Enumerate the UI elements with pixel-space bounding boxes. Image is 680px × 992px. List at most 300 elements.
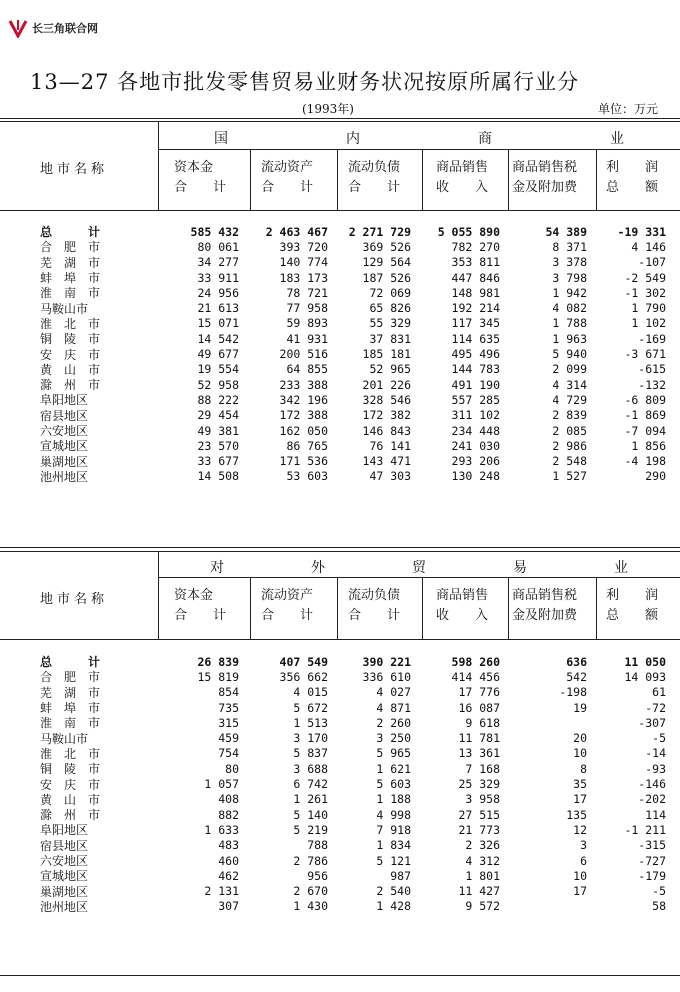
table-title: 13—27 各地市批发零售贸易业财务状况按原所属行业分 (30, 70, 580, 94)
table-row (0, 761, 680, 776)
cell-value: 290 (645, 469, 666, 484)
cell-value: 4 312 (465, 853, 500, 868)
cell-value: 307 (218, 899, 239, 914)
col-header-sales-revenue (436, 586, 488, 626)
table-unit: 单位：万元 (598, 102, 659, 116)
cell-value: 2 085 (552, 423, 587, 438)
cell-value: 4 871 (376, 700, 411, 715)
region-name: 巢湖地区 (40, 884, 89, 899)
cell-value: 735 (218, 700, 239, 715)
col-header-line: 利 润 (606, 160, 659, 175)
cell-value: -2 549 (624, 270, 666, 285)
cell-value: 172 382 (362, 408, 411, 423)
cell-value: 393 720 (279, 239, 328, 254)
region-name: 池州地区 (40, 899, 89, 914)
cell-value: 59 893 (286, 316, 328, 331)
col-divider (337, 149, 338, 210)
cell-value: 20 (573, 731, 587, 746)
cell-value: 2 326 (465, 838, 500, 853)
col-header-current-assets (261, 586, 313, 626)
cell-value: 2 271 729 (348, 224, 411, 239)
region-name: 宿县地区 (40, 838, 89, 853)
region-name: 安 庆 市 (40, 347, 101, 362)
cell-value: 135 (566, 807, 587, 822)
cell-value: 14 093 (624, 669, 666, 684)
cell-value: 495 496 (451, 347, 500, 362)
cell-value: 11 427 (458, 884, 500, 899)
cell-value: -179 (638, 868, 666, 883)
cell-value: 315 (218, 715, 239, 730)
cell-value: 1 633 (204, 822, 239, 837)
cell-value: 782 270 (451, 239, 500, 254)
region-name: 宣城地区 (40, 869, 89, 884)
region-name: 芜 湖 市 (40, 255, 101, 270)
cell-value: 146 843 (362, 423, 411, 438)
cell-value: -198 (559, 685, 587, 700)
cell-value: 52 965 (369, 362, 411, 377)
cell-value: 3 170 (293, 731, 328, 746)
cell-value: -107 (638, 255, 666, 270)
cell-value: 5 121 (376, 853, 411, 868)
region-name: 铜 陵 市 (40, 762, 101, 777)
cell-value: 61 (652, 685, 666, 700)
region-name: 铜 陵 市 (40, 332, 101, 347)
col-header-line: 合 计 (348, 608, 401, 623)
cell-value: 407 549 (279, 654, 328, 669)
region-name: 宣城地区 (40, 439, 89, 454)
section2-row-header: 地市名称 (40, 592, 109, 607)
col-header-line: 流动资产 (261, 588, 314, 603)
cell-value: 1 942 (552, 285, 587, 300)
cell-value: 185 181 (362, 347, 411, 362)
logo-text: 长三角联合网 (32, 22, 98, 35)
col-header-line: 合 计 (174, 180, 227, 195)
cell-value: 854 (218, 685, 239, 700)
cell-value: 7 168 (465, 761, 500, 776)
cell-value: -727 (638, 853, 666, 868)
col-divider (422, 577, 423, 639)
cell-value: 1 621 (376, 761, 411, 776)
region-name: 滁 州 市 (40, 808, 101, 823)
section2-char: 易 (513, 560, 527, 576)
cell-value: 117 345 (451, 316, 500, 331)
cell-value: 2 260 (376, 715, 411, 730)
cell-value: 114 (645, 807, 666, 822)
region-name: 淮 北 市 (40, 316, 101, 331)
col-header-profit (606, 586, 658, 626)
cell-value: 2 131 (204, 884, 239, 899)
cell-value: 241 030 (451, 438, 500, 453)
section2-char: 外 (311, 560, 325, 576)
col-header-sales-revenue (436, 158, 488, 198)
region-name: 巢湖地区 (40, 454, 89, 469)
table-row (0, 838, 680, 853)
region-name: 六安地区 (40, 854, 89, 869)
cell-value: 64 855 (286, 362, 328, 377)
cell-value: 15 071 (197, 316, 239, 331)
col-header-line: 资本金 (174, 588, 214, 603)
col-divider (596, 149, 597, 210)
cell-value: 10 (573, 868, 587, 883)
region-name: 六安地区 (40, 424, 89, 439)
section1-top-rule (0, 118, 680, 119)
col-divider (508, 149, 509, 210)
cell-value: 172 388 (279, 408, 328, 423)
logo-icon (8, 18, 28, 38)
cell-value: 200 516 (279, 347, 328, 362)
cell-value: 3 (580, 838, 587, 853)
cell-value: 4 082 (552, 301, 587, 316)
cell-value: 328 546 (362, 392, 411, 407)
col-header-line: 总 额 (606, 608, 659, 623)
cell-value: 13 361 (458, 746, 500, 761)
cell-value: 311 102 (451, 408, 500, 423)
cell-value: 23 570 (197, 438, 239, 453)
section2-header-rule (0, 639, 680, 640)
cell-value: 80 061 (197, 239, 239, 254)
cell-value: 1 963 (552, 331, 587, 346)
cell-value: 462 (218, 868, 239, 883)
cell-value: 11 781 (458, 731, 500, 746)
table-row (0, 408, 680, 423)
cell-value: -5 (652, 731, 666, 746)
cell-value: 557 285 (451, 392, 500, 407)
cell-value: 1 430 (293, 899, 328, 914)
cell-value: 2 548 (552, 454, 587, 469)
cell-value: 52 958 (197, 377, 239, 392)
cell-value: 1 834 (376, 838, 411, 853)
cell-value: -307 (638, 715, 666, 730)
col-header-line: 流动资产 (261, 160, 314, 175)
cell-value: 144 783 (451, 362, 500, 377)
region-name: 池州地区 (40, 469, 89, 484)
cell-value: 542 (566, 669, 587, 684)
table-row (0, 899, 680, 914)
col-header-line: 利 润 (606, 588, 659, 603)
cell-value: 234 448 (451, 423, 500, 438)
col-header-line: 总 额 (606, 180, 659, 195)
cell-value: 4 027 (376, 685, 411, 700)
cell-value: 788 (307, 838, 328, 853)
cell-value: 49 381 (197, 423, 239, 438)
section1-char: 国 (214, 131, 228, 147)
cell-value: 78 721 (286, 285, 328, 300)
cell-value: 14 542 (197, 331, 239, 346)
cell-value: 2 540 (376, 884, 411, 899)
cell-value: 11 050 (624, 654, 666, 669)
region-name: 淮 南 市 (40, 716, 101, 731)
section2-char: 对 (210, 560, 224, 576)
site-logo[interactable] (8, 18, 98, 38)
section1-char: 业 (610, 131, 624, 147)
cell-value: -1 211 (624, 822, 666, 837)
cell-value: 72 069 (369, 285, 411, 300)
region-name: 马鞍山市 (40, 301, 89, 316)
section2-group-rule (158, 577, 680, 578)
col-divider (422, 149, 423, 210)
cell-value: 956 (307, 868, 328, 883)
cell-value: 55 329 (369, 316, 411, 331)
section1-row-header: 地市名称 (40, 162, 109, 177)
cell-value: -3 671 (624, 347, 666, 362)
table-row (0, 392, 680, 407)
cell-value: 6 742 (293, 777, 328, 792)
col-header-line: 商品销售 (436, 588, 489, 603)
cell-value: 369 526 (362, 239, 411, 254)
cell-value: 47 303 (369, 469, 411, 484)
cell-value: 1 801 (465, 868, 500, 883)
table-row (0, 469, 680, 484)
cell-value: 26 839 (197, 654, 239, 669)
cell-value: 21 773 (458, 822, 500, 837)
region-name: 合 肥 市 (40, 240, 101, 255)
table-row (0, 853, 680, 868)
cell-value: 491 190 (451, 377, 500, 392)
cell-value: 342 196 (279, 392, 328, 407)
section2-char: 贸 (412, 560, 426, 576)
table-year: (1993年) (302, 102, 354, 116)
cell-value: 76 141 (369, 438, 411, 453)
cell-value: 5 055 890 (437, 224, 500, 239)
cell-value: 2 670 (293, 884, 328, 899)
cell-value: -202 (638, 792, 666, 807)
cell-value: 1 788 (552, 316, 587, 331)
table-row (0, 362, 680, 377)
cell-value: -14 (645, 746, 666, 761)
cell-value: 201 226 (362, 377, 411, 392)
cell-value: 183 173 (279, 270, 328, 285)
cell-value: 2 099 (552, 362, 587, 377)
cell-value: 447 846 (451, 270, 500, 285)
region-name: 黄 山 市 (40, 362, 101, 377)
table-row (0, 438, 680, 453)
col-header-line: 资本金 (174, 160, 214, 175)
cell-value: 1 057 (204, 777, 239, 792)
cell-value: -169 (638, 331, 666, 346)
cell-value: 9 618 (465, 715, 500, 730)
cell-value: 49 677 (197, 347, 239, 362)
cell-value: 2 463 467 (265, 224, 328, 239)
table-row (0, 807, 680, 822)
col-divider (508, 577, 509, 639)
cell-value: 17 (573, 792, 587, 807)
cell-value: -615 (638, 362, 666, 377)
col-divider (250, 149, 251, 210)
cell-value: 4 314 (552, 377, 587, 392)
region-name: 总 计 (40, 225, 101, 240)
cell-value: 414 456 (451, 669, 500, 684)
cell-value: 77 958 (286, 301, 328, 316)
cell-value: 114 635 (451, 331, 500, 346)
cell-value: 88 222 (197, 392, 239, 407)
cell-value: 4 729 (552, 392, 587, 407)
cell-value: -5 (652, 884, 666, 899)
cell-value: 2 839 (552, 408, 587, 423)
cell-value: 987 (390, 868, 411, 883)
table-row-total (0, 224, 680, 239)
cell-value: 5 219 (293, 822, 328, 837)
col-header-profit (606, 158, 658, 198)
cell-value: 21 613 (197, 301, 239, 316)
cell-value: 9 572 (465, 899, 500, 914)
table-row (0, 377, 680, 392)
table-row (0, 685, 680, 700)
col-header-line: 收 入 (436, 608, 489, 623)
cell-value: 5 603 (376, 777, 411, 792)
table-row (0, 300, 680, 315)
region-name: 宿县地区 (40, 408, 89, 423)
cell-value: 33 911 (197, 270, 239, 285)
cell-value: 29 454 (197, 408, 239, 423)
col-header-sales-tax (512, 586, 577, 626)
table-row (0, 822, 680, 837)
col-divider (337, 577, 338, 639)
cell-value: 8 (580, 761, 587, 776)
section2-table-body (0, 654, 680, 914)
cell-value: 8 371 (552, 239, 587, 254)
cell-value: 130 248 (451, 469, 500, 484)
cell-value: 16 087 (458, 700, 500, 715)
col-header-current-liabilities (348, 586, 400, 626)
section1-group-rule (158, 149, 680, 150)
cell-value: 1 790 (631, 301, 666, 316)
cell-value: 24 956 (197, 285, 239, 300)
table-row (0, 423, 680, 438)
table-row (0, 331, 680, 346)
cell-value: 41 931 (286, 331, 328, 346)
cell-value: 5 140 (293, 807, 328, 822)
cell-value: 336 610 (362, 669, 411, 684)
cell-value: 192 214 (451, 301, 500, 316)
section1-table-body (0, 224, 680, 484)
cell-value: 2 786 (293, 853, 328, 868)
cell-value: 143 471 (362, 454, 411, 469)
table-row (0, 239, 680, 254)
cell-value: 3 958 (465, 792, 500, 807)
col-header-line: 流动负债 (348, 588, 401, 603)
table-row (0, 270, 680, 285)
bottom-rule (0, 975, 680, 976)
table-row (0, 453, 680, 468)
cell-value: 233 388 (279, 377, 328, 392)
cell-value: 1 527 (552, 469, 587, 484)
cell-value: 25 329 (458, 777, 500, 792)
section1-header-rule (0, 210, 680, 211)
cell-value: 1 261 (293, 792, 328, 807)
cell-value: 2 986 (552, 438, 587, 453)
cell-value: 3 798 (552, 270, 587, 285)
cell-value: 585 432 (190, 224, 239, 239)
cell-value: 35 (573, 777, 587, 792)
cell-value: 53 603 (286, 469, 328, 484)
cell-value: 1 856 (631, 438, 666, 453)
cell-value: 58 (652, 899, 666, 914)
cell-value: 459 (218, 731, 239, 746)
region-name: 芜 湖 市 (40, 685, 101, 700)
cell-value: 14 508 (197, 469, 239, 484)
cell-value: 187 526 (362, 270, 411, 285)
col-header-line: 商品销售 (436, 160, 489, 175)
table-row (0, 700, 680, 715)
col-header-line: 金及附加费 (512, 180, 578, 195)
cell-value: 5 940 (552, 347, 587, 362)
region-name: 阜阳地区 (40, 823, 89, 838)
region-name: 阜阳地区 (40, 393, 89, 408)
cell-value: 356 662 (279, 669, 328, 684)
cell-value: 17 776 (458, 685, 500, 700)
cell-value: 12 (573, 822, 587, 837)
region-name: 马鞍山市 (40, 731, 89, 746)
section2-char: 业 (614, 560, 628, 576)
cell-value: 33 677 (197, 454, 239, 469)
cell-value: 148 981 (451, 285, 500, 300)
table-row (0, 669, 680, 684)
cell-value: 1 428 (376, 899, 411, 914)
table-row (0, 776, 680, 791)
region-name: 蚌 埠 市 (40, 701, 101, 716)
col-header-line: 合 计 (348, 180, 401, 195)
section1-group-title (158, 128, 680, 148)
cell-value: 65 826 (369, 301, 411, 316)
table-row (0, 792, 680, 807)
cell-value: 353 811 (451, 255, 500, 270)
cell-value: 5 672 (293, 700, 328, 715)
section2-group-title (158, 557, 680, 577)
cell-value: 882 (218, 807, 239, 822)
region-name: 蚌 埠 市 (40, 271, 101, 286)
cell-value: 15 819 (197, 669, 239, 684)
cell-value: 5 965 (376, 746, 411, 761)
cell-value: -93 (645, 761, 666, 776)
cell-value: 27 515 (458, 807, 500, 822)
col-header-line: 流动负债 (348, 160, 401, 175)
section1-top-rule-2 (0, 121, 680, 122)
col-header-line: 合 计 (174, 608, 227, 623)
cell-value: 3 688 (293, 761, 328, 776)
cell-value: 598 260 (451, 654, 500, 669)
cell-value: 7 918 (376, 822, 411, 837)
region-name: 总 计 (40, 655, 101, 670)
col-header-line: 商品销售税 (512, 588, 578, 603)
cell-value: -315 (638, 838, 666, 853)
cell-value: 390 221 (362, 654, 411, 669)
table-row (0, 346, 680, 361)
cell-value: 4 998 (376, 807, 411, 822)
cell-value: 140 774 (279, 255, 328, 270)
section2-top-rule-2 (0, 551, 680, 552)
cell-value: 3 378 (552, 255, 587, 270)
table-row (0, 285, 680, 300)
section1-char: 商 (478, 131, 492, 147)
cell-value: 1 513 (293, 715, 328, 730)
table-row (0, 868, 680, 883)
cell-value: 19 (573, 700, 587, 715)
region-name: 合 肥 市 (40, 670, 101, 685)
table-row (0, 715, 680, 730)
region-name: 滁 州 市 (40, 378, 101, 393)
cell-value: -72 (645, 700, 666, 715)
cell-value: 37 831 (369, 331, 411, 346)
col-header-capital (174, 158, 226, 198)
col-header-current-assets (261, 158, 313, 198)
cell-value: 4 146 (631, 239, 666, 254)
cell-value: -1 869 (624, 408, 666, 423)
table-row-total (0, 654, 680, 669)
cell-value: -19 331 (617, 224, 666, 239)
table-row (0, 255, 680, 270)
col-divider (596, 577, 597, 639)
table-row (0, 746, 680, 761)
